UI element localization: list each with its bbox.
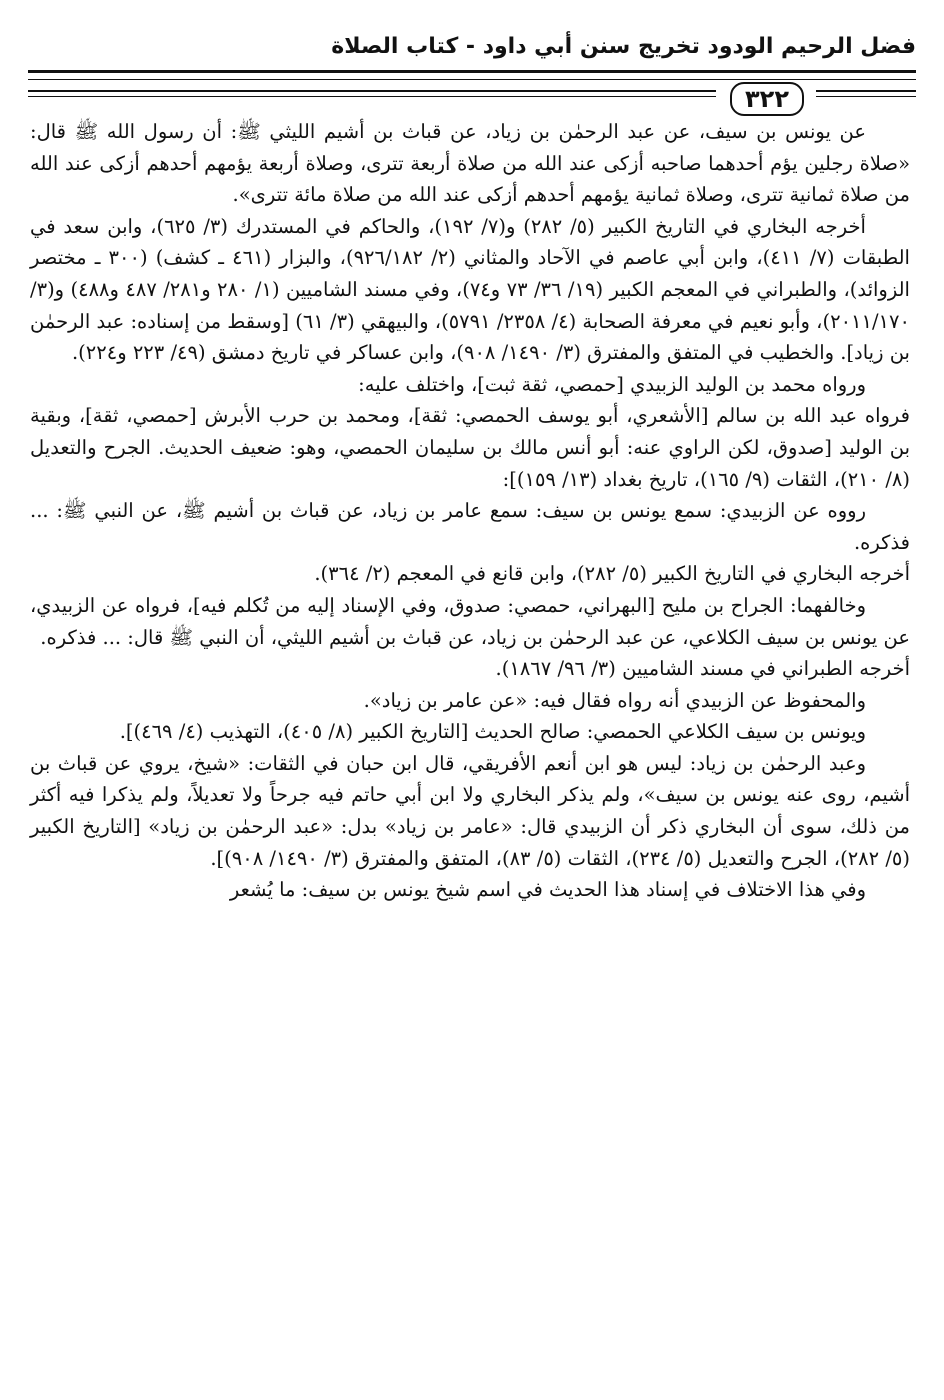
header-rule-left [28, 90, 716, 97]
paragraph-ikhtilaf: وفي هذا الاختلاف في إسناد هذا الحديث في اسم شيخ يونس بن سيف: ما يُشعر [229, 878, 866, 902]
page-body [30, 116, 910, 906]
paragraph-takhrij-2: أخرجه البخاري في التاريخ الكبير (٥/ ٢٨٢)، وابن قانع في المعجم (٢/ ٣٦٤). [314, 562, 910, 586]
paragraph-zubaydi: ورواه محمد بن الوليد الزبيدي [حمصي، ثقة ثبت]، واختلف عليه: [358, 372, 866, 396]
hadith-text: عن يونس بن سيف، عن عبد الرحمٰن بن زياد، عن قباث بن أشيم الليثي ﷺ: أن رسول الله ﷺ قال: «صلاة رجلين يؤم أحدهما صاحبه أزكى عند الله من صلاة أربعة تترى، وصلاة أربعة يؤمهم أحدهم أزكى عند الله من صلاة ثمانية تترى، وصلاة ثمانية يؤمهم أحدهم أزكى عند الله من صلاة مائة تترى». [30, 120, 910, 207]
header-rule-right [816, 90, 916, 97]
paragraph-takhrij-1: أخرجه البخاري في التاريخ الكبير (٥/ ٢٨٢) و(٧/ ١٩٢)، والحاكم في المستدرك (٣/ ٦٢٥)، وابن سعد في الطبقات (٧/ ٤١١)، وابن أبي عاصم في الآحاد والمثاني (٢/ ٩٢٦/١٨٢)، والبزار (٤٦١ ـ كشف) (٣٠٠ ـ مختصر الزوائد)، والطبراني في المعجم الكبير (١٩/ ٣٦/ ٧٣ و٧٤)، وفي مسند الشاميين (١/ ٢٨٠ و٢٨١/ ٤٨٧ و٤٨٨) و(٣/ ٢٠١١/١٧٠)، وأبو نعيم في معرفة الصحابة (٤/ ٢٣٥٨/ ٥٧٩١)، والبيهقي (٣/ ٦١) [وسقط من إسناده: عبد الرحمٰن بن زياد]. والخطيب في المتفق والمفترق (٣/ ١٤٩٠/ ٩٠٨)، وابن عساكر في تاريخ دمشق (٤٩/ ٢٢٣ و٢٢٤). [30, 214, 910, 365]
page-number: ٣٢٢ [730, 82, 804, 116]
paragraph-rawuhu: رووه عن الزبيدي: سمع يونس بن سيف: سمع عامر بن زياد، عن قباث بن أشيم ﷺ، عن النبي ﷺ: ... فذكره. [30, 499, 910, 554]
header-rule [28, 70, 916, 80]
paragraph-mahfuz: والمحفوظ عن الزبيدي أنه رواه فقال فيه: «عن عامر بن زياد». [363, 688, 866, 712]
paragraph-takhrij-3: أخرجه الطبراني في مسند الشاميين (٣/ ٩٦/ ١٨٦٧). [495, 657, 910, 681]
running-title: فضل الرحيم الودود تخريج سنن أبي داود - كتاب الصلاة [331, 34, 916, 59]
paragraph-yunus: ويونس بن سيف الكلاعي الحمصي: صالح الحديث [التاريخ الكبير (٨/ ٤٠٥)، التهذيب (٤/ ٤٦٩)]. [119, 720, 866, 744]
paragraph-jarrah: وخالفهما: الجراح بن مليح [البهراني، حمصي: صدوق، وفي الإسناد إليه من تُكلم فيه]، فرواه عن الزبيدي، عن يونس بن سيف الكلاعي، عن عبد الرحمٰن بن زياد، عن قباث بن أشيم الليثي، أن النبي ﷺ قال: ... فذكره. [30, 593, 910, 649]
paragraph-abdullah-bin-salim: فرواه عبد الله بن سالم [الأشعري، أبو يوسف الحمصي: ثقة]، ومحمد بن حرب الأبرش [حمصي، ثقة]، وبقية بن الوليد [صدوق، لكن الراوي عنه: أبو أنس مالك بن سليمان الحمصي، وهو: ضعيف الحديث. الجرح والتعديل (٨/ ٢١٠)، الثقات (٩/ ١٦٥)، تاريخ بغداد (١٣/ ١٥٩)]: [30, 404, 910, 491]
page-header [28, 28, 916, 112]
paragraph-abdurrahman: وعبد الرحمٰن بن زياد: ليس هو ابن أنعم الأفريقي، قال ابن حبان في الثقات: «شيخ، يروي عن قباث بن أشيم، روى عنه يونس بن سيف»، ولم يذكر البخاري ولا ابن أبي حاتم فيه جرحاً ولا تعديلاً، ولم يذكرا فيه أكثر من ذلك، سوى أن البخاري ذكر أن الزبيدي قال: «عامر بن زياد» بدل: «عبد الرحمٰن بن زياد» [التاريخ الكبير (٥/ ٢٨٢)، الجرح والتعديل (٥/ ٢٣٤)، الثقات (٥/ ٨٣)، المتفق والمفترق (٣/ ١٤٩٠/ ٩٠٨)]. [30, 751, 910, 870]
